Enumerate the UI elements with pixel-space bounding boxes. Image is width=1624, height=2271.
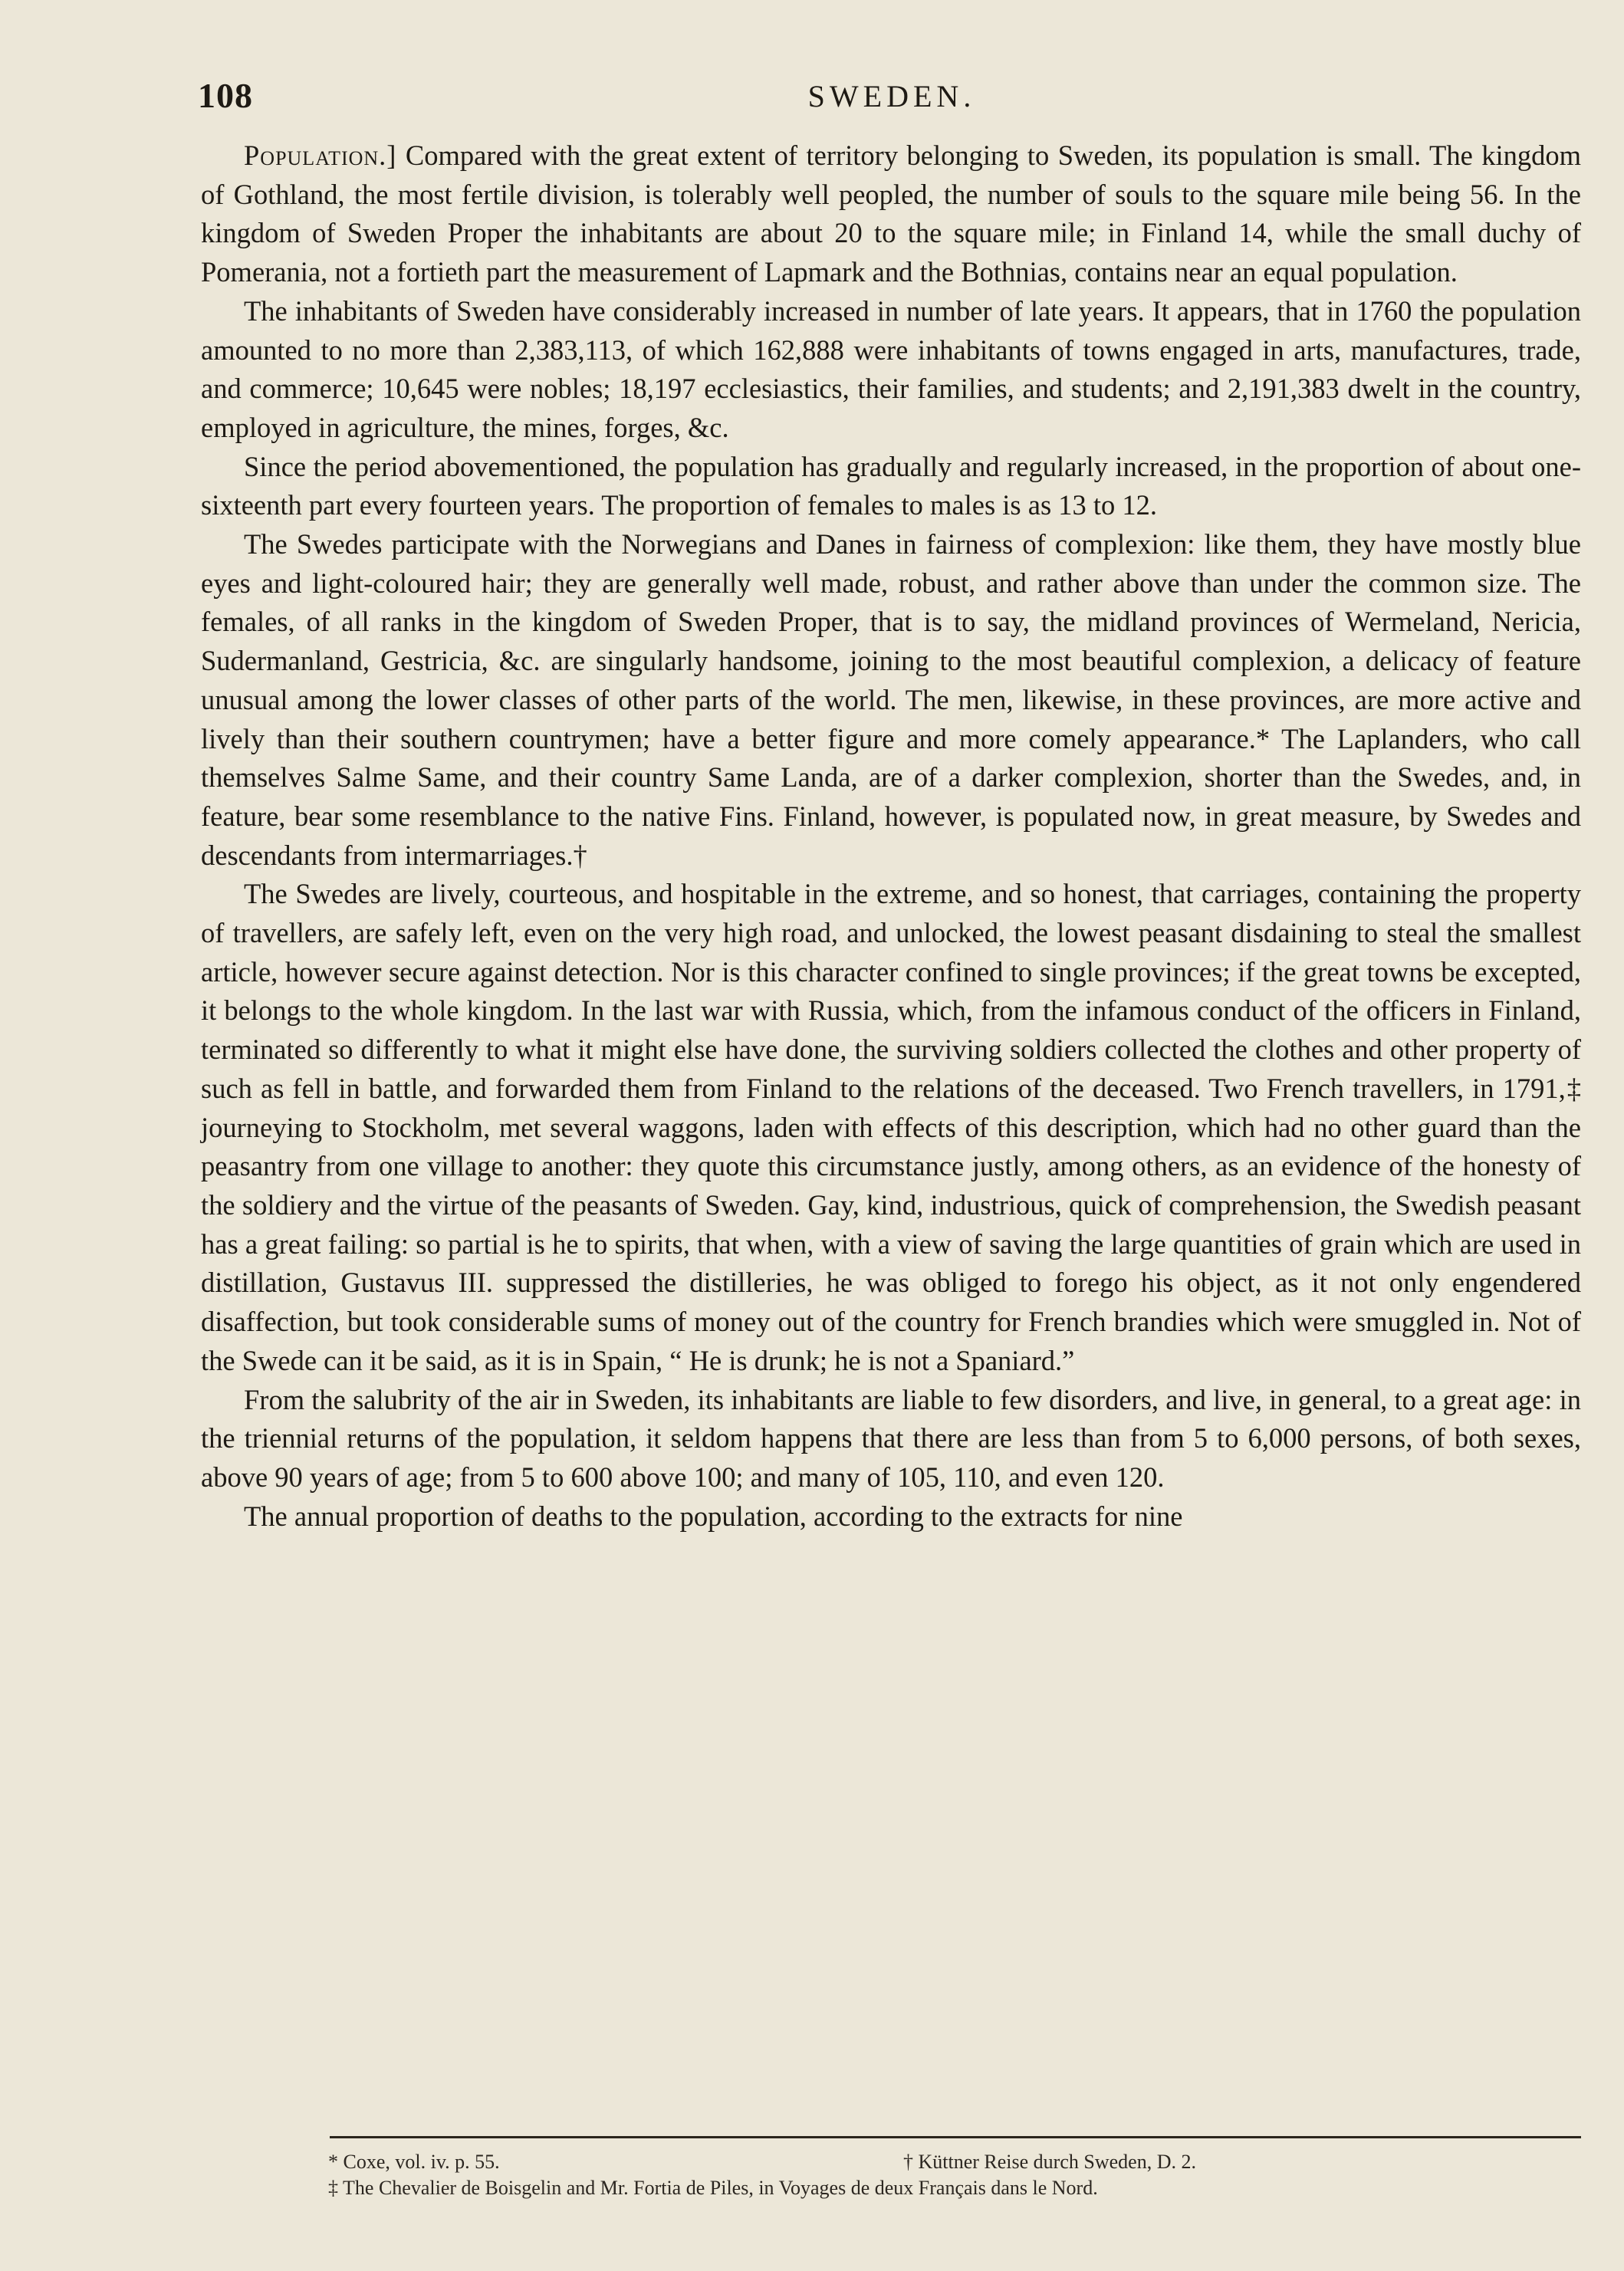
page-header <box>198 75 1586 121</box>
paragraph-inhabitants-increase: The inhabitants of Sweden have considerably increased in number of late years. It appears, that in 1760 the population amounted to no more than 2,383,113, of which 162,888 were inhabitants of towns engaged in arts, manufactures, trade, and commerce; 10,645 were nobles; 18,197 ecclesiastics, their families, and students; and 2,191,383 dwelt in the country, employed in agriculture, the mines, forges, &c. <box>201 294 1581 443</box>
paragraph-deaths: The annual proportion of deaths to the population, according to the extracts for nine <box>244 1500 1183 1532</box>
footnote-boisgelin: ‡ The Chevalier de Boisgelin and Mr. Fortia de Piles, in Voyages de deux Français dans le Nord. <box>328 2177 1098 2199</box>
body-text <box>201 136 1581 1536</box>
page-number: 108 <box>198 76 253 115</box>
running-head: SWEDEN. <box>807 79 976 113</box>
paragraph-population <box>201 136 1581 292</box>
paragraph-population-growth: Since the period abovementioned, the population has gradually and regularly increased, in the proportion of about one-sixteenth part every fourteen years. The proportion of females to males is as 13 to 12. <box>201 450 1581 521</box>
footnote-row <box>328 2176 1586 2202</box>
paragraph-longevity: From the salubrity of the air in Sweden, its inhabitants are liable to few disorders, and live, in general, to a great age: in the triennial returns of the population, it seldom happens that there are less than from 5 to 6,000 persons, of both sexes, above 90 years of age; from 5 to 600 above 100; and many of 105, 110, and even 120. <box>201 1383 1581 1493</box>
footnote-kuttner: † Küttner Reise durch Sweden, D. 2. <box>903 2151 1196 2173</box>
footnote-rule <box>330 2136 1581 2138</box>
footnotes <box>328 2150 1586 2202</box>
footnote-row <box>328 2150 1586 2176</box>
paragraph-character: The Swedes are lively, courteous, and hospitable in the extreme, and so honest, that carriages, containing the property of travellers, are safely left, even on the very high road, and unlocked, the lowest peasant disdaining to steal the smallest article, however secure against detection. Nor is this character confined to single provinces; if the great towns be excepted, it belongs to the whole kingdom. In the last war with Russia, which, from the infamous conduct of the officers in Finland, terminated so differently to what it might else have done, the surviving soldiers collected the clothes and other property of such as fell in battle, and forwarded them from Finland to the relations of the deceased. Two French travellers, in 1791,‡ journeying to Stockholm, met several waggons, laden with effects of this description, which had no other guard than the peasantry from one village to another: they quote this circumstance justly, among others, as an evidence of the honesty of the soldiery and the virtue of the peasants of Sweden. Gay, kind, industrious, quick of comprehension, the Swedish peasant has a great failing: so partial is he to spirits, that when, with a view of saving the large quantities of grain which are used in distillation, Gustavus III. suppressed the distilleries, he was obliged to forego his object, as it not only engendered disaffection, but took considerable sums of money out of the country for French brandies which were smuggled in. Not of the Swede can it be said, as it is in Spain, “ He is drunk; he is not a Spaniard.” <box>201 878 1581 1376</box>
section-lead-heading: Population.] <box>244 140 397 171</box>
paragraph-complexion: The Swedes participate with the Norwegians and Danes in fairness of complexion: like them, they have mostly blue eyes and light-coloured hair; they are generally well made, robust, and rather above than under the common size. The females, of all ranks in the kingdom of Sweden Proper, that is to say, the midland provinces of Wermeland, Nericia, Sudermanland, Gestricia, &c. are singularly handsome, joining to the most beautiful complexion, a delicacy of feature unusual among the lower classes of other parts of the world. The men, likewise, in these provinces, are more active and lively than their southern countrymen; have a better figure and more comely appearance.* The Laplanders, who call themselves Salme Same, and their country Same Landa, are of a darker complexion, shorter than the Swedes, and, in feature, bear some resemblance to the native Fins. Finland, however, is populated now, in great measure, by Swedes and descendants from intermarriages.† <box>201 528 1581 871</box>
paragraph-text: Compared with the great extent of territory belonging to Sweden, its population is small. The kingdom of Gothland, the most fertile division, is tolerably well peopled, the number of souls to the square mile being 56. In the kingdom of Sweden Proper the inhabitants are about 20 to the square mile; in Finland 14, while the small duchy of Pomerania, not a fortieth part the measurement of Lapmark and the Bothnias, contains near an equal population. <box>201 140 1581 288</box>
footnote-coxe: * Coxe, vol. iv. p. 55. <box>328 2151 500 2173</box>
